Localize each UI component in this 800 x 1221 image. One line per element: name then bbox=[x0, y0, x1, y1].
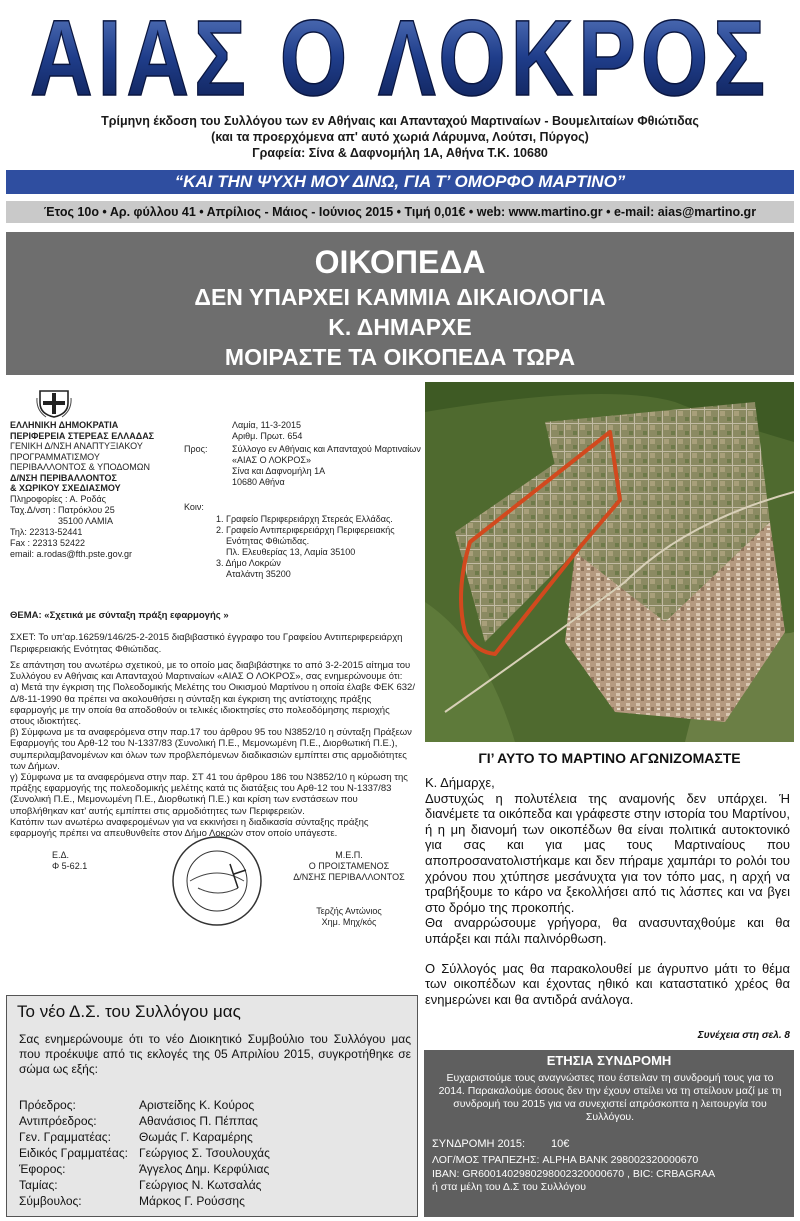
contact-info: Πληροφορίες : Α. Ροδάς bbox=[10, 494, 107, 504]
headline-line-3: Κ. ΔΗΜΑΡΧΕ bbox=[328, 314, 472, 340]
letter-hdr-6: Δ/ΝΣΗ ΠΕΡΙΒΑΛΛΟΝΤΟΣ bbox=[10, 472, 117, 483]
editorial-text bbox=[425, 775, 790, 1007]
member-role: Αντιπρόεδρος: bbox=[19, 1114, 97, 1128]
headline-line-4: ΜΟΙΡΑΣΤΕ ΤΑ ΟΙΚΟΠΕΔΑ ΤΩΡΑ bbox=[224, 344, 576, 370]
member-name: Μάρκος Γ. Ρούσσης bbox=[139, 1194, 245, 1208]
member-name: Αριστείδης Κ. Κούρος bbox=[139, 1098, 255, 1112]
member-name: Γεώργιος Ν. Κωτσαλάς bbox=[139, 1178, 262, 1192]
recipient-line-2: «ΑΙΑΣ Ο ΛΟΚΡΟΣ» bbox=[232, 455, 311, 465]
headline-title: ΟΙΚΟΠΕΔΑ bbox=[314, 244, 486, 280]
signatory-title bbox=[274, 850, 424, 883]
subscription-text: Ευχαριστούμε τους αναγνώστες που έστειλαν τη συνδρομή τους για το 2014. Παρακαλούμε όσους δεν την έχουν στείλει να τη στείλουν μαζί με τη συνδρομή του 2015 για να συνεχιστεί απρόσκοπτα η λειτουργία του Συλλόγου. bbox=[438, 1072, 782, 1123]
recipient-line-4: 10680 Αθήνα bbox=[232, 477, 285, 487]
letter-para-5: Κατόπιν των ανωτέρω αναφερομένων για να εκκινήσει η διαδικασία σύνταξης πράξης εφαρμογής πρέπει να απευθυνθείτε στον Δήμο Λοκρών στον οποίο υπάγεστε. bbox=[10, 816, 369, 840]
subscription-title: ΕΤΗΣΙΑ ΣΥΝΔΡΟΜΗ bbox=[546, 1053, 672, 1068]
letter-hdr-7: & ΧΩΡΙΚΟΥ ΣΧΕΔΙΑΣΜΟΥ bbox=[10, 483, 121, 493]
cc-label: Κοιν: bbox=[184, 502, 204, 512]
board-member-row bbox=[19, 1178, 409, 1194]
official-stamp-icon bbox=[170, 834, 265, 929]
headline-line-2: ΔΕΝ ΥΠΑΡΧΕΙ ΚΑΜΜΙΑ ΔΙΚΑΙΟΛΟΓΙΑ bbox=[194, 284, 606, 310]
signatory-line-3: Δ/ΝΣΗΣ ΠΕΡΙΒΑΛΛΟΝΤΟΣ bbox=[293, 872, 405, 882]
letter-ref-codes bbox=[52, 850, 87, 872]
board-member-row bbox=[19, 1146, 409, 1162]
signatory-role: Χημ. Μηχ/κός bbox=[321, 917, 377, 927]
pub-line-2: (και τα προερχόμενα απ' αυτό χωριά Λάρυμνα, Λούτσι, Πύργος) bbox=[211, 130, 589, 144]
member-name: Άγγελος Δημ. Κερφύλιας bbox=[139, 1162, 270, 1176]
letter-body bbox=[10, 660, 415, 839]
letter-date bbox=[232, 420, 382, 442]
letter-hdr-5: ΠΕΡΙΒΑΛΛΟΝΤΟΣ & ΥΠΟΔΟΜΩΝ bbox=[10, 462, 150, 472]
continued-note: Συνέχεια στη σελ. 8 bbox=[697, 1030, 790, 1041]
board-intro: Σας ενημερώνουμε ότι το νέο Διοικητικό Συμβούλιο του Συλλόγου μας που προέκυψε από τις εκλογές της 05 Απριλίου 2015, συγκροτήθηκε σε σώμα ως εξής: bbox=[19, 1032, 411, 1076]
masthead-title: ΑΙΑΣ Ο ΛΟΚΡΟΣ bbox=[30, 0, 770, 110]
editorial-greeting: Κ. Δήμαρχε, bbox=[425, 775, 495, 790]
cc-line-5: 3. Δήμο Λοκρών bbox=[216, 558, 281, 568]
recipient bbox=[232, 444, 422, 488]
member-role: Έφορος: bbox=[19, 1162, 66, 1176]
member-name: Αθανάσιος Π. Πέππας bbox=[139, 1114, 258, 1128]
cc-line-6: Αταλάντη 35200 bbox=[226, 569, 291, 579]
cc-line-3: Ενότητας Φθιώτιδας. bbox=[226, 536, 310, 546]
editorial-para-1: Δυστυχώς η πολυτέλεια της αναμονής δεν υπάρχει. Ή διανέμετε τα οικόπεδα και γράφεστε στην ιστορία του Μαρτίνου, ή η μη διανομή των οικοπέδων θα είναι πολιτικά αυτοκτονικό για σας και για μας τους Μαρτιναίους που αποπροσανατολιστήκαμε και δεν πήραμε χαμπάρι το ρολόι του χρόνου που χτύπησε μεσάνυχτα για τον τόπο μας, η αρχή να τραβήξουμε το κάρο να ξεκολλήσει από τις λάσπες και να βγει στο δρόμο της προκοπής. bbox=[425, 790, 790, 915]
bank-iban: IBAN: GR6001402980298002320000670 , BIC: CRBAGRAA bbox=[432, 1167, 716, 1180]
letter-para-1: Σε απάντηση του ανωτέρω σχετικού, με το οποίο μας διαβιβάστηκε το από 3-2-2015 αίτημα του Συλλόγου εν Αθήναις και Απανταχού Μαρτιναίων «ΑΙΑΣ Ο ΛΟΚΡΟΣ», σας ενημερώνουμε ότι: bbox=[10, 660, 411, 683]
member-role: Ταμίας: bbox=[19, 1178, 58, 1192]
letter-para-4: γ) Σύμφωνα με τα αναφερόμενα στην παρ. ΣΤ 41 του άρθρου 186 του Ν3852/10 η κύρωση της πράξης εφαρμογής της πολεοδομικής μελέτης κατά τις διατάξεις του Αρθ-12 του Ν-1337/83 (Συνολική Π.Ε., Μεμονωμένη Π.Ε., Διορθωτική Π.Ε.) και κρίση των ενστάσεων που υποβλήθηκαν κατ' αυτής εμπίπτει στις αρμοδιότητες των Περιφερειών. bbox=[10, 772, 408, 817]
greek-emblem-icon bbox=[36, 388, 72, 418]
fee-label: ΣΥΝΔΡΟΜΗ 2015: bbox=[432, 1138, 526, 1150]
board-box bbox=[6, 995, 418, 1217]
aerial-map-image bbox=[425, 382, 794, 742]
bank-account: ΛΟΓ/ΜΟΣ ΤΡΑΠΕΖΗΣ: ALPHA BANK 298002320000670 bbox=[432, 1154, 699, 1166]
board-member-row bbox=[19, 1194, 409, 1210]
letter-header bbox=[10, 420, 160, 494]
letter-para-2: α) Μετά την έγκριση της Πολεοδομικής Μελέτης του Οικισμού Μαρτίνου η οποία έλαβε ΦΕΚ 632/Δ/8-11-1990 θα πρέπει να ακολουθήσει η σύνταξη και έγκριση της αντίστοιχης πράξης εφαρμογής με την οποία θα αποδοθούν οι τελικές ιδιοκτησίες στο πολεοδόμησης περιοχής στους ιδιοκτήτες. bbox=[10, 682, 415, 728]
cc-list bbox=[216, 514, 416, 580]
letter-hdr-1: ΕΛΛΗΝΙΚΗ ΔΗΜΟΚΡΑΤΙΑ bbox=[10, 420, 119, 430]
member-role: Σύμβουλος: bbox=[19, 1194, 82, 1208]
board-member-row bbox=[19, 1098, 409, 1114]
letter-date-line: Λαμία, 11-3-2015 bbox=[232, 420, 301, 430]
letter-hdr-3: ΓΕΝΙΚΗ Δ/ΝΣΗ ΑΝΑΠΤΥΞΙΑΚΟΥ bbox=[10, 441, 143, 451]
board-title: Το νέο Δ.Σ. του Συλλόγου μας bbox=[17, 1002, 241, 1021]
issue-info-bar: Έτος 10ο • Αρ. φύλλου 41 • Απρίλιος - Μάιος - Ιούνιος 2015 • Τιμή 0,01€ • web: www.martino.gr • e-mail: aias@martino.gr bbox=[6, 201, 794, 223]
signatory-name-line: Τερζής Αντώνιος bbox=[316, 906, 382, 916]
editorial-para-3: Ο Σύλλογός μας θα παρακολουθεί με άγρυπνο μάτι το θέμα των οικοπέδων και έχοντας ηθικό και καταστατικό χρέος θα ενημερώνει και θα αντιδρά ανάλογα. bbox=[425, 960, 790, 1007]
member-role: Ειδικός Γραμματέας: bbox=[19, 1146, 128, 1160]
letter-hdr-2: ΠΕΡΙΦΕΡΕΙΑ ΣΤΕΡΕΑΣ ΕΛΛΑΔΑΣ bbox=[10, 430, 155, 441]
letter-reference: ΣΧΕΤ: Το υπ'αρ.16259/146/25-2-2015 διαβιβαστικό έγγραφο του Γραφείου Αντιπεριφερειάρχη Περιφερειακής Ενότητας Φθιώτιδας. bbox=[10, 632, 403, 655]
contact-phone: Τηλ: 22313-52441 bbox=[10, 527, 83, 537]
subscription-box bbox=[424, 1050, 794, 1217]
publication-info bbox=[0, 113, 800, 161]
board-member-row bbox=[19, 1162, 409, 1178]
cc-line-2: 2. Γραφείο Αντιπεριφερειάρχη Περιφερειακής bbox=[216, 525, 395, 535]
headline-box bbox=[6, 232, 794, 375]
cc-line-4: Πλ. Ελευθερίας 13, Λαμία 35100 bbox=[226, 547, 356, 557]
contact-address: Ταχ.Δ/νση : Πατρόκλου 25 bbox=[10, 505, 115, 515]
slogan-banner: “ΚΑΙ ΤΗΝ ΨΥΧΗ ΜΟΥ ΔΙΝΩ, ΓΙΑ Τ’ ΟΜΟΡΦΟ ΜΑΡΤΙΝΟ” bbox=[6, 170, 794, 194]
board-member-row bbox=[19, 1130, 409, 1146]
letter-protocol: Αριθμ. Πρωτ. 654 bbox=[232, 431, 303, 441]
recipient-line-1: Σύλλογο εν Αθήναις και Απανταχού Μαρτιναίων bbox=[232, 444, 421, 454]
letter-contact bbox=[10, 494, 170, 560]
pub-line-1: Τρίμηνη έκδοση του Συλλόγου των εν Αθήναις και Απανταχού Μαρτιναίων - Βουμελιταίων Φθιώτιδας bbox=[101, 114, 699, 128]
masthead-logo bbox=[0, 0, 800, 110]
contact-fax: Fax : 22313 52422 bbox=[10, 538, 86, 548]
letter-subject: ΘΕΜΑ: «Σχετικά με σύνταξη πράξη εφαρμογής » bbox=[10, 610, 229, 621]
ref-code-2: Φ 5-62.1 bbox=[52, 861, 88, 871]
aerial-photo bbox=[425, 382, 794, 742]
ref-code-1: Ε.Δ. bbox=[52, 850, 70, 860]
letter-para-3: β) Σύμφωνα με τα αναφερόμενα στην παρ.17 του άρθρου 95 του Ν3852/10 η σύνταξη Πράξεων Εφαρμογής του Αρθ-12 του Ν-1337/83 (Συνολική Π.Ε., Μεμονωμένη Π.Ε., Διορθωτική Π.Ε.), συμπεριλαμβανομένων και όλων των προβλεπόμενων διαδικασιών εμπίπτει στις αρμοδιότητες των Δήμων. bbox=[10, 727, 412, 772]
editorial-para-2: Θα αναρρώσουμε γρήγορα, θα ανασυνταχθούμε και θα υπάρξει και πάλι παλινόρθωση. bbox=[425, 915, 790, 946]
member-name: Θωμάς Γ. Καραμέρης bbox=[139, 1130, 253, 1144]
bank-details bbox=[432, 1154, 792, 1195]
signatory-line-2: Ο ΠΡΟΙΣΤΑΜΕΝΟΣ bbox=[308, 861, 390, 871]
signatory-line-1: Μ.Ε.Π. bbox=[335, 850, 363, 860]
bank-alt: ή στα μέλη του Δ.Σ του Συλλόγου bbox=[432, 1181, 586, 1193]
member-role: Γεν. Γραμματέας: bbox=[19, 1130, 111, 1144]
recipient-label: Προς: bbox=[184, 444, 208, 454]
signatory-name bbox=[274, 906, 424, 928]
fee-value: 10€ bbox=[551, 1138, 570, 1150]
board-member-row bbox=[19, 1114, 409, 1130]
photo-caption: ΓΙ’ ΑΥΤΟ ΤΟ ΜΑΡΤΙΝΟ ΑΓΩΝΙΖΟΜΑΣΤΕ bbox=[478, 750, 741, 766]
official-letter bbox=[10, 384, 421, 959]
member-role: Πρόεδρος: bbox=[19, 1098, 76, 1112]
recipient-line-3: Σίνα και Δαφνομήλη 1Α bbox=[232, 466, 326, 476]
contact-email: email: a.rodas@fth.pste.gov.gr bbox=[10, 549, 133, 559]
contact-city: 35100 ΛΑΜΙΑ bbox=[58, 516, 114, 526]
masthead bbox=[0, 0, 800, 110]
pub-line-3: Γραφεία: Σίνα & Δαφνομήλη 1Α, Αθήνα Τ.Κ. 10680 bbox=[252, 146, 548, 160]
subscription-fee bbox=[432, 1138, 569, 1150]
cc-line-1: 1. Γραφείο Περιφερειάρχη Στερεάς Ελλάδας. bbox=[216, 514, 393, 524]
letter-hdr-4: ΠΡΟΓΡΑΜΜΑΤΙΣΜΟΥ bbox=[10, 451, 100, 462]
member-name: Γεώργιος Σ. Τσουλουχάς bbox=[139, 1146, 270, 1160]
